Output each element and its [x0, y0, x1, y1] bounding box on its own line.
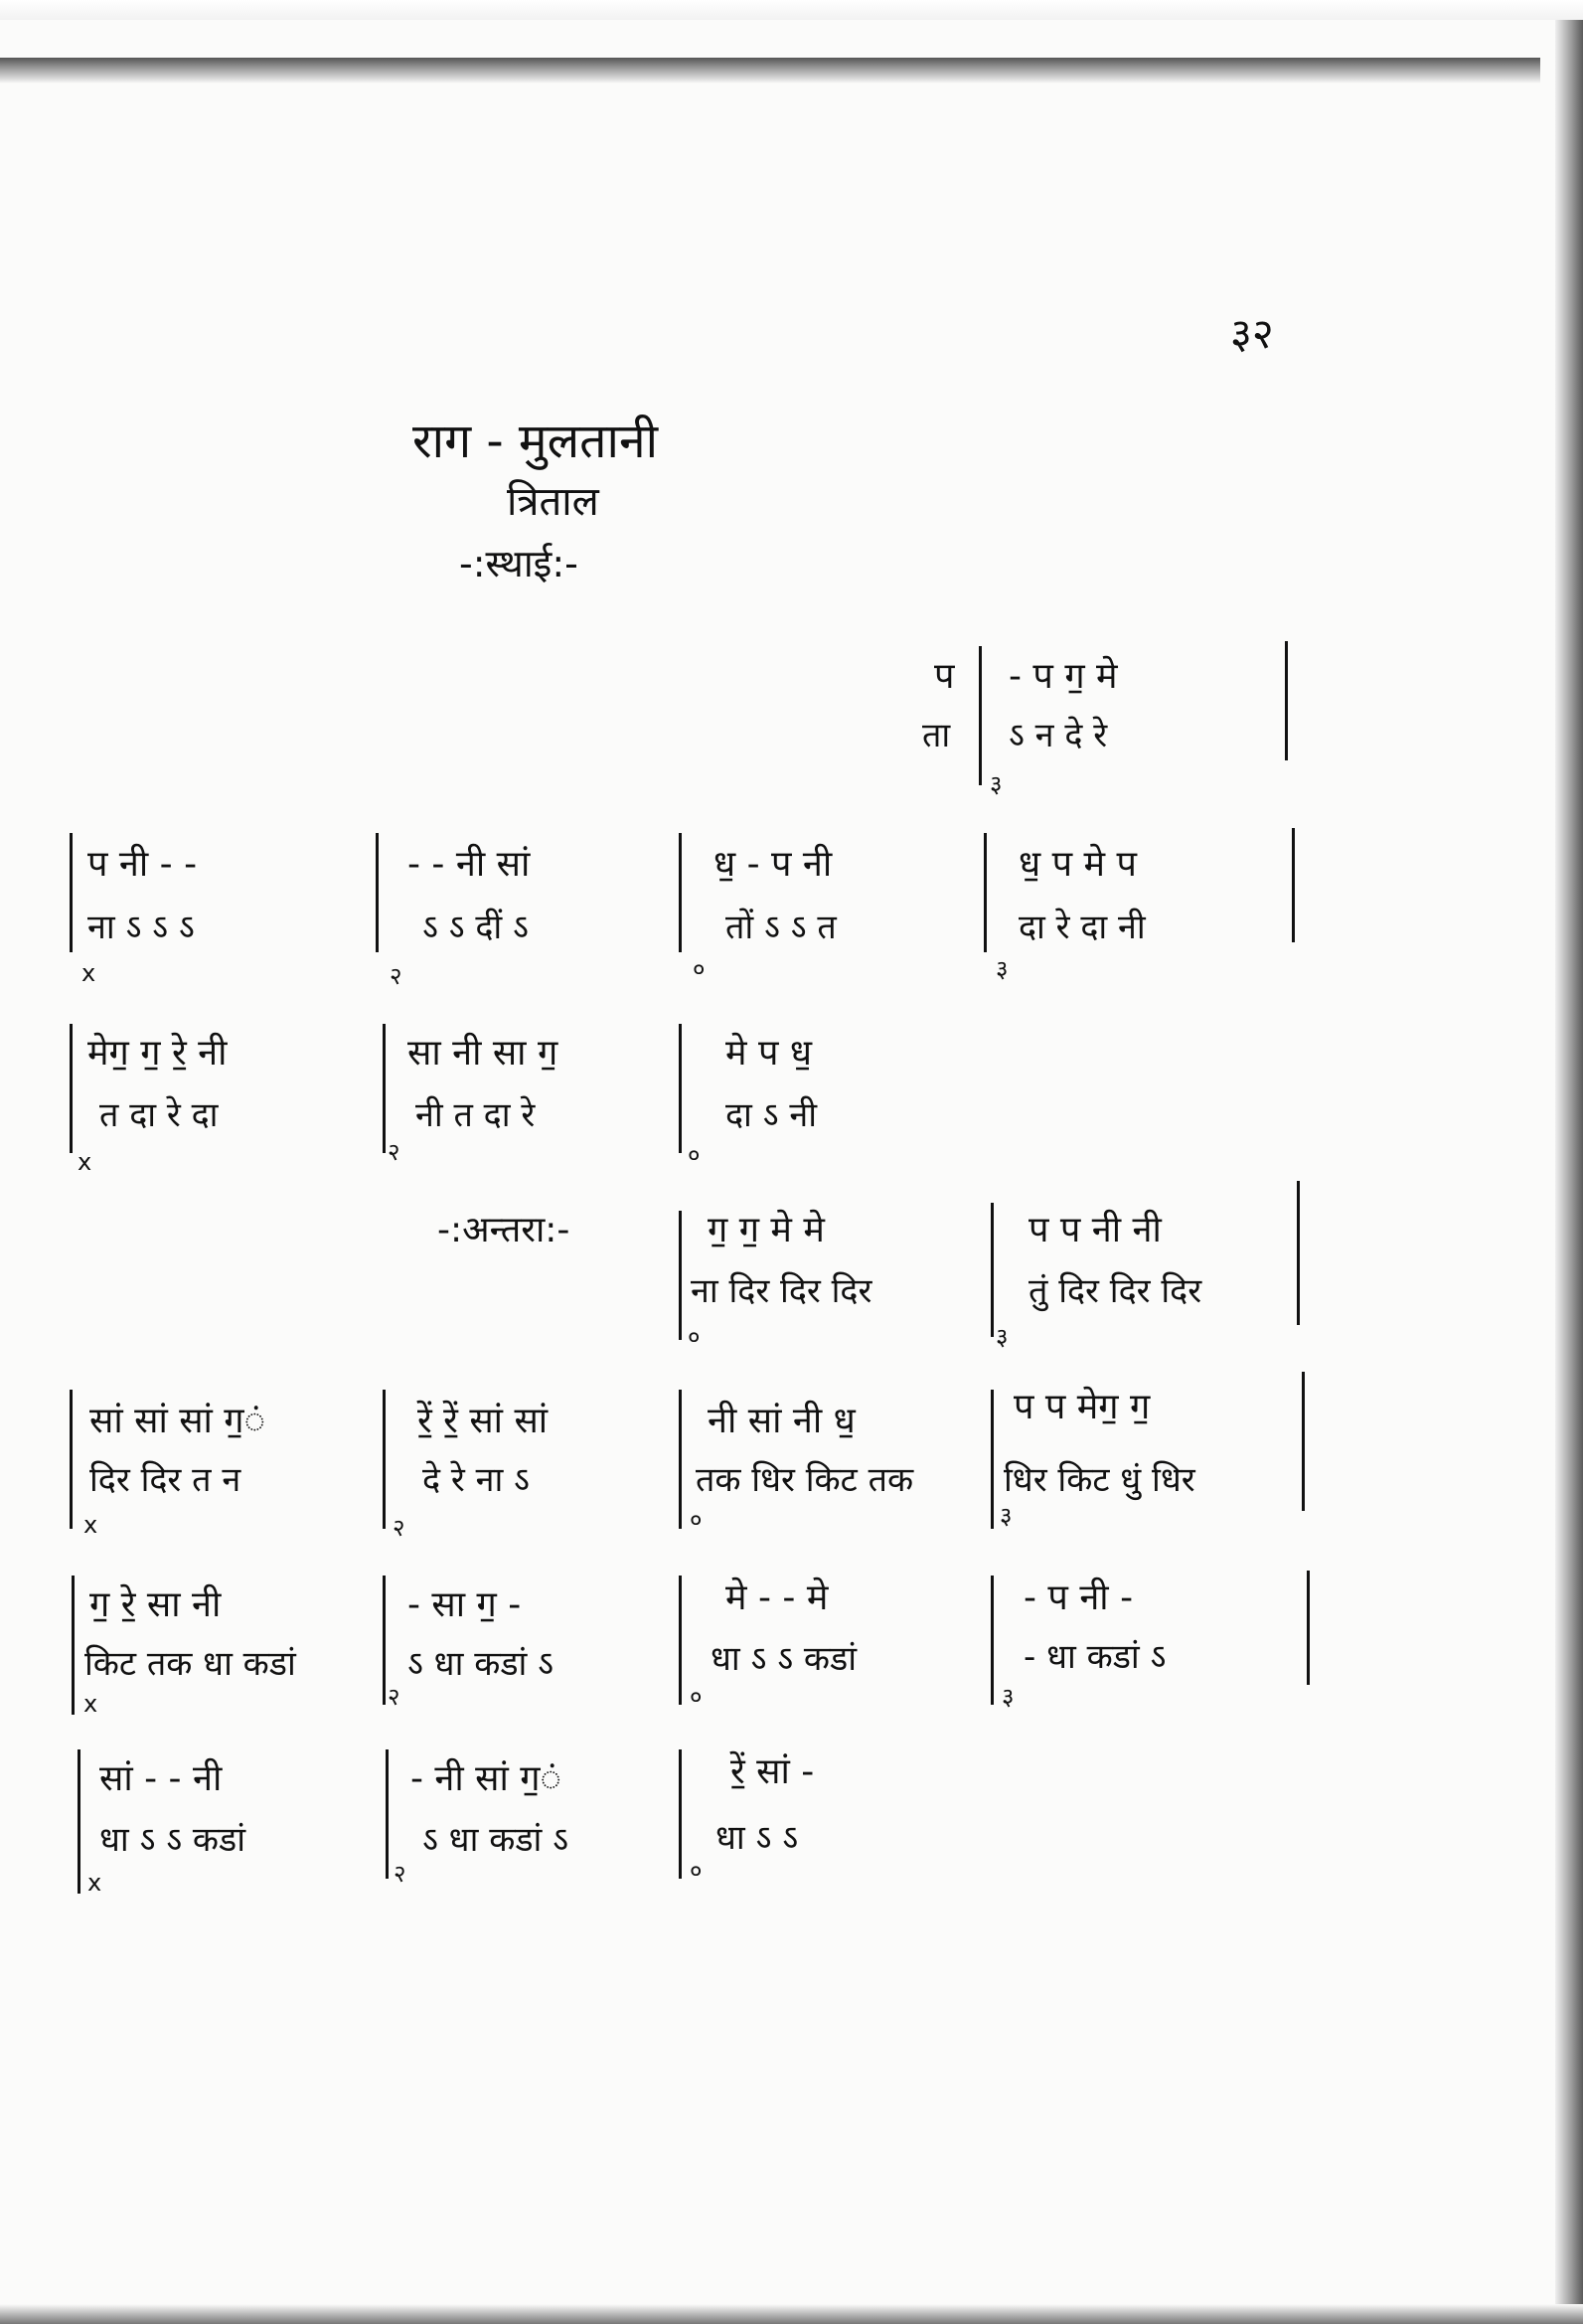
bol-cell: ऽ धा कडां ऽ — [422, 1820, 569, 1860]
vibhag-bar — [679, 1749, 682, 1879]
swar-cell: - नी सां ग॒ं — [410, 1758, 561, 1799]
swar-cell: ग॒ ग॒ मे मे — [708, 1210, 825, 1250]
page-top-shadow — [0, 58, 1540, 83]
vibhag-bar — [679, 833, 682, 952]
vibhag-bar — [979, 646, 982, 785]
page-right-shadow — [1555, 20, 1583, 2324]
swar-cell: - सा ग॒ - — [407, 1584, 522, 1625]
swar-cell: मे - - मे — [725, 1577, 829, 1618]
taal-name: त्रिताल — [507, 479, 599, 525]
bol-cell: ऽ धा कडां ऽ — [407, 1644, 554, 1684]
taal-mark: २ — [393, 1514, 405, 1542]
vibhag-bar — [376, 833, 379, 952]
taal-mark: x — [87, 1869, 102, 1897]
taal-mark: २ — [390, 962, 402, 990]
bol-cell: ऽ न दे रे — [1009, 716, 1108, 755]
bol-cell: तुं दिर दिर दिर — [1029, 1271, 1202, 1311]
vibhag-bar — [1307, 1571, 1310, 1685]
taal-mark: x — [81, 959, 96, 987]
vibhag-bar — [1285, 641, 1288, 760]
bol-cell: ऽ ऽ दीं ऽ — [422, 908, 529, 947]
taal-mark: ३ — [996, 1323, 1009, 1351]
vibhag-bar — [991, 1203, 994, 1337]
vibhag-bar — [70, 1390, 73, 1529]
vibhag-bar — [679, 1576, 682, 1705]
taal-mark: २ — [388, 1138, 400, 1166]
swar-cell: रें॒ रें॒ सां सां — [417, 1401, 549, 1441]
swar-cell: - प नी - — [1024, 1577, 1134, 1618]
bol-cell: ता — [922, 716, 951, 755]
bol-cell: - धा कडां ऽ — [1024, 1637, 1167, 1677]
vibhag-bar — [984, 833, 987, 952]
taal-mark: ० — [693, 955, 706, 983]
bol-cell: दिर दिर त न — [89, 1460, 241, 1500]
taal-mark: ० — [690, 1506, 703, 1534]
vibhag-bar — [383, 1576, 386, 1705]
bol-cell: दे रे ना ऽ — [422, 1460, 530, 1500]
vibhag-bar — [679, 1024, 682, 1153]
bol-cell: तक धिर किट तक — [696, 1460, 914, 1500]
bol-cell: धिर किट धुं धिर — [1004, 1460, 1195, 1500]
swar-cell: प प नी नी — [1029, 1210, 1162, 1250]
vibhag-bar — [70, 1024, 73, 1153]
taal-mark: x — [83, 1690, 98, 1718]
taal-mark: ३ — [1002, 1683, 1015, 1711]
swar-cell: ध॒ प मे प — [1019, 844, 1137, 885]
vibhag-bar — [70, 833, 73, 952]
taal-mark: ३ — [990, 770, 1003, 798]
bol-cell: तों ऽ ऽ त — [725, 908, 837, 947]
swar-cell: ध॒ - प नी — [713, 844, 833, 885]
vibhag-bar — [78, 1749, 80, 1894]
swar-cell: नी सां नी ध॒ — [708, 1401, 856, 1441]
bol-cell: ना ऽ ऽ ऽ — [87, 908, 195, 947]
swar-cell: - प ग॒ मे — [1009, 656, 1118, 697]
taal-mark: २ — [394, 1860, 406, 1888]
swar-cell: सां - - नी — [99, 1758, 223, 1799]
vibhag-bar — [1297, 1181, 1300, 1325]
taal-mark: ० — [690, 1857, 703, 1885]
vibhag-bar — [1292, 828, 1295, 942]
vibhag-bar — [72, 1576, 75, 1715]
swar-cell: - - नी सां — [407, 844, 531, 885]
swar-cell: प प मेग॒ ग॒ — [1014, 1387, 1151, 1427]
raga-title: राग - मुलतानी — [412, 414, 659, 469]
vibhag-bar — [1302, 1372, 1305, 1511]
swar-cell: मेग॒ ग॒ रे॒ नी — [87, 1033, 228, 1074]
taal-mark: ० — [688, 1323, 701, 1351]
taal-mark: ३ — [996, 955, 1009, 983]
taal-mark: २ — [388, 1683, 400, 1711]
swar-cell: रें॒ सां - — [730, 1751, 815, 1792]
vibhag-bar — [386, 1749, 389, 1879]
swar-cell: ग॒ रे॒ सा नी — [89, 1584, 222, 1625]
page-top-edge — [0, 0, 1583, 20]
sthayi-heading: -:स्थाई:- — [459, 542, 578, 585]
page-number: ३२ — [1230, 309, 1274, 358]
swar-cell: मे प ध॒ — [725, 1033, 813, 1074]
vibhag-bar — [383, 1390, 386, 1529]
swar-cell: सा नी सा ग॒ — [407, 1033, 558, 1074]
swar-cell: सां सां सां ग॒ं — [89, 1401, 265, 1441]
taal-mark: x — [83, 1511, 98, 1539]
vibhag-bar — [991, 1576, 994, 1705]
bol-cell: धा ऽ ऽ कडां — [99, 1820, 246, 1860]
bol-cell: दा रे दा नी — [1019, 908, 1146, 947]
bol-cell: नी त दा रे — [415, 1095, 536, 1135]
vibhag-bar — [679, 1211, 682, 1340]
bol-cell: किट तक धा कडां — [84, 1644, 296, 1684]
swar-cell: प नी - - — [87, 844, 198, 885]
swar-cell: प — [934, 656, 955, 697]
bol-cell: दा ऽ नी — [725, 1095, 818, 1135]
vibhag-bar — [679, 1390, 682, 1529]
taal-mark: ० — [688, 1141, 701, 1169]
bol-cell: त दा रे दा — [99, 1095, 219, 1135]
vibhag-bar — [991, 1390, 994, 1529]
bol-cell: ना दिर दिर दिर — [691, 1271, 872, 1311]
taal-mark: ० — [690, 1683, 703, 1711]
vibhag-bar — [383, 1024, 386, 1153]
antara-heading: -:अन्तरा:- — [437, 1210, 570, 1250]
bol-cell: धा ऽ ऽ — [715, 1818, 799, 1858]
taal-mark: x — [78, 1148, 92, 1176]
taal-mark: ३ — [1000, 1502, 1013, 1530]
page-bottom-shadow — [0, 2304, 1583, 2324]
bol-cell: धा ऽ ऽ कडां — [711, 1639, 858, 1679]
